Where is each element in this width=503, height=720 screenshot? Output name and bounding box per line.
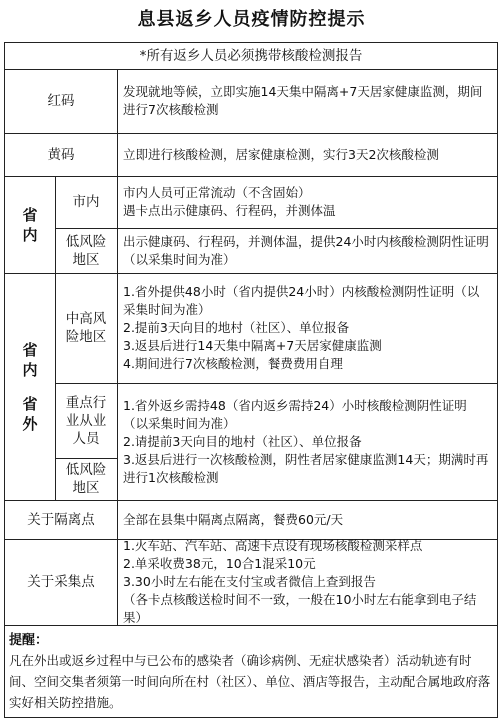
mid-high-risk-label: 中高风险地区 xyxy=(65,311,107,345)
notice: *所有返乡人员必须携带核酸检测报告 xyxy=(139,48,363,64)
red-code-label: 红码 xyxy=(47,93,75,109)
reminder-box xyxy=(5,625,497,717)
list-item: 3.返县后进行一次核酸检测，阴性者居家健康监测14天；期满时再进行1次核酸检测 xyxy=(123,451,489,485)
key-industry-label: 重点行业从业人员 xyxy=(65,394,107,447)
list-item: 2.单采收费38元，10合1混采10元 xyxy=(123,556,316,571)
yellow-code-label: 黄码 xyxy=(47,146,75,163)
list-item: 2.请提前3天向目的地村（社区）、单位报备 xyxy=(123,433,362,449)
low-risk-label: 低风险地区 xyxy=(65,233,107,268)
quarantine-label: 关于隔离点 xyxy=(27,511,95,528)
list-item: （各卡点核酸送检时间不一致，一般在10小时左右能拿到电子结果） xyxy=(123,592,477,625)
in-province-text: 省内 xyxy=(22,340,38,379)
list-item: 4.期间进行7次核酸检测，餐费费用自理 xyxy=(123,356,343,371)
red-code-text: 发现就地等候，立即实施14天集中隔离+7天居家健康监测，期间进行7次核酸检测 xyxy=(123,84,483,117)
list-item: 2.提前3天向目的地村（社区）、单位报备 xyxy=(123,320,350,335)
reminder-text: 凡在外出或返乡过程中与已公布的感染者（确诊病例、无症状感染者）活动轨迹有时间、空间交集者须第一时间向所在村（社区）、单位、酒店等报告，主动配合属地政府落实好相关防控措施。 xyxy=(9,653,491,710)
list-item: 1.省外返乡需持48（省内返乡需持24）小时核酸检测阴性证明（以采集时间为准） xyxy=(123,397,467,431)
reminder-label: 提醒： xyxy=(9,633,49,648)
mid-high-risk-list xyxy=(117,273,497,383)
low-risk-text: 出示健康码、行程码，并测体温，提供24小时内核酸检测阴性证明（以采集时间为准） xyxy=(123,233,489,267)
list-item: 3.30小时左右能在支付宝或者微信上查到报告 xyxy=(123,574,376,589)
quarantine-text: 全部在县集中隔离点隔离，餐费60元/天 xyxy=(123,511,344,527)
list-item: 1.火车站、汽车站、高速卡点设有现场核酸检测采样点 xyxy=(123,538,423,553)
yellow-code-text: 立即进行核酸检测，居家健康检测，实行3天2次核酸检测 xyxy=(123,146,439,162)
key-industry-list xyxy=(117,383,497,500)
low-risk-label-2: 低风险地区 xyxy=(65,462,107,496)
in-province-group-label: 省内 xyxy=(22,205,38,244)
city-label: 市内 xyxy=(72,194,100,210)
list-item: 3.返县后进行14天集中隔离+7天居家健康监测 xyxy=(123,338,382,353)
page-title: 息县返乡人员疫情防控提示 xyxy=(137,9,366,30)
sampling-list xyxy=(117,539,497,625)
city-text: 市内人员可正常流动（不含固始） 遇卡点出示健康码、行程码，并测体温 xyxy=(123,185,336,218)
sampling-label: 关于采集点 xyxy=(27,574,95,590)
list-item: 1.省外提供48小时（省内提供24小时）内核酸检测阴性证明（以采集时间为准） xyxy=(123,284,480,317)
info-table xyxy=(4,42,498,718)
in-out-province-group xyxy=(5,273,55,500)
out-province-text: 省外 xyxy=(22,394,38,433)
